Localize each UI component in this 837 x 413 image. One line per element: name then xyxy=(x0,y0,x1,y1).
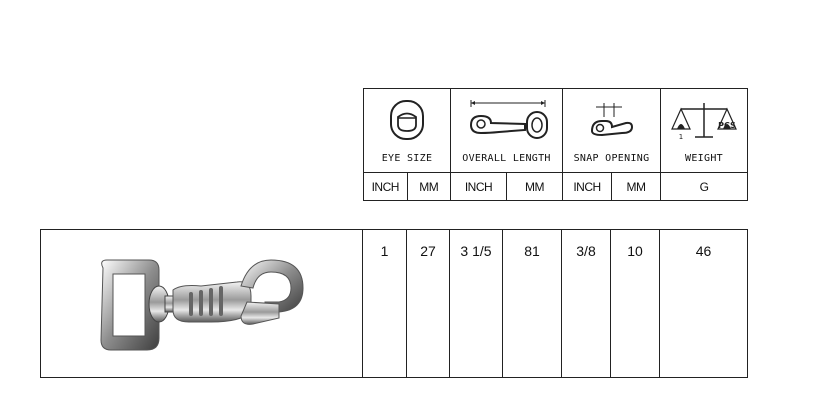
snap-opening-caption: SNAP OPENING xyxy=(573,153,650,164)
unit-mm: MM xyxy=(611,173,660,200)
overall-length-caption: OVERALL LENGTH xyxy=(462,153,551,164)
weight-icon-one: 1 xyxy=(678,133,684,141)
unit-inch: INCH xyxy=(573,179,601,194)
value-length-mm: 81 xyxy=(503,230,562,377)
snap-opening-units xyxy=(563,173,660,200)
snap-opening-header xyxy=(563,89,660,173)
overall-length-units xyxy=(451,173,562,200)
overall-length-column xyxy=(451,89,563,200)
overall-length-header xyxy=(451,89,562,173)
snap-hook-icon xyxy=(41,230,361,376)
weight-caption: WEIGHT xyxy=(685,153,723,164)
snap-opening-icon xyxy=(582,97,642,145)
unit-inch: INCH xyxy=(371,179,399,194)
eye-size-column xyxy=(364,89,451,200)
weight-units xyxy=(661,173,747,200)
unit-mm: MM xyxy=(407,173,451,200)
product-image-cell xyxy=(41,230,363,377)
value-eye-inch: 1 xyxy=(363,230,407,377)
weight-icon-pcs: PCS xyxy=(718,121,736,130)
value-length-inch: 3 1/5 xyxy=(450,230,503,377)
eye-size-units xyxy=(364,173,450,200)
value-weight-g: 46 xyxy=(695,243,712,259)
unit-mm: MM xyxy=(506,173,562,200)
eye-size-caption: EYE SIZE xyxy=(381,153,433,164)
weight-header xyxy=(661,89,747,173)
unit-g: G xyxy=(699,179,709,194)
weight-column xyxy=(661,89,747,200)
spec-header-table xyxy=(363,88,748,201)
product-row xyxy=(40,229,748,378)
value-opening-mm: 10 xyxy=(611,230,660,377)
eye-size-header xyxy=(364,89,450,173)
snap-opening-column xyxy=(563,89,661,200)
unit-inch: INCH xyxy=(464,179,493,194)
eye-size-icon xyxy=(387,97,427,145)
weight-scale-icon xyxy=(669,97,739,145)
value-opening-inch: 3/8 xyxy=(562,230,611,377)
overall-length-icon xyxy=(459,97,555,145)
value-eye-mm: 27 xyxy=(407,230,450,377)
